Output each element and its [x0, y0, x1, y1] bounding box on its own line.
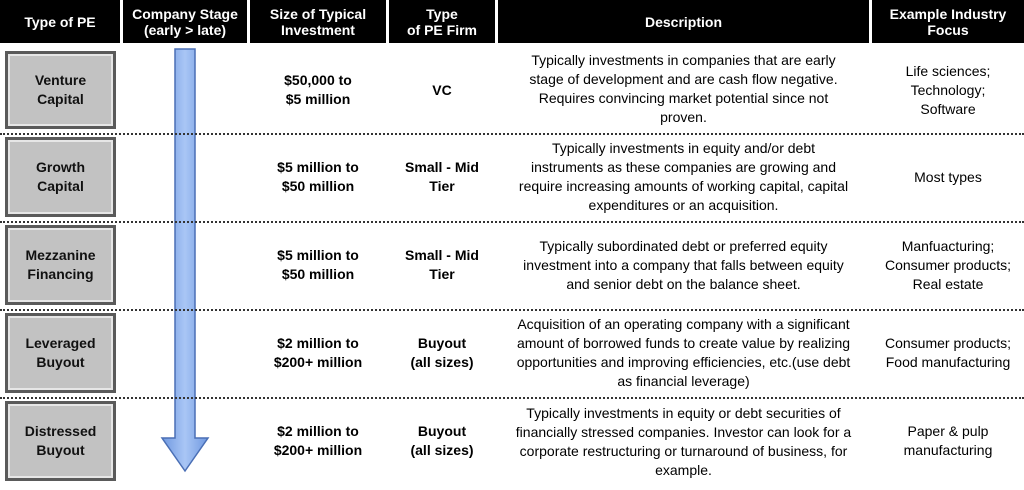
- investment-size: $50,000 to $5 million: [284, 72, 352, 107]
- description-text: Typically subordinated debt or preferred equity investment into a company that falls between equity and senior debt on the balance sheet.: [523, 237, 844, 292]
- firm-type: Small - Mid Tier: [405, 159, 479, 194]
- description-text: Acquisition of an operating company with a significant amount of borrowed funds to create value by realizing opportunities and improving efficiencies, etc.(use debt as financial leverage): [516, 316, 851, 389]
- firm-type: Buyout (all sizes): [410, 423, 474, 458]
- header-company-stage: Company Stage (early > late): [123, 0, 247, 43]
- down-arrow-icon: [160, 48, 210, 473]
- investment-size: $2 million to $200+ million: [273, 335, 363, 370]
- industry-focus: Life sciences; Technology; Software: [905, 62, 991, 117]
- investment-size: $5 million to $50 million: [277, 159, 359, 194]
- header-industry: Example Industry Focus: [872, 0, 1024, 43]
- pe-type-growth-capital: Growth Capital: [5, 137, 116, 217]
- industry-focus: Consumer products; Food manufacturing: [884, 335, 1012, 370]
- pe-type-venture-capital: Venture Capital: [5, 51, 116, 129]
- description-text: Typically investments in equity or debt securities of financially stressed companies. Investor can look for a corporate restructuring or turnaround of business, for example.: [515, 405, 852, 478]
- header-description: Description: [498, 0, 869, 43]
- pe-type-distressed-buyout: Distressed Buyout: [5, 401, 116, 481]
- header-firm-type: Type of PE Firm: [389, 0, 495, 43]
- pe-type-mezzanine-financing: Mezzanine Financing: [5, 225, 116, 305]
- description-text: Typically investments in companies that are early stage of development and are cash flow negative. Requires convincing market potential since not proven.: [529, 52, 838, 125]
- investment-size: $5 million to $50 million: [277, 247, 359, 282]
- table-header: [0, 0, 1024, 43]
- pe-type-leveraged-buyout: Leveraged Buyout: [5, 313, 116, 393]
- header-size: Size of Typical Investment: [250, 0, 386, 43]
- investment-size: $2 million to $200+ million: [273, 423, 363, 458]
- description-text: Typically investments in equity and/or debt instruments as these companies are growing and require increasing amounts of working capital, capital expenditures or an acquisition.: [518, 140, 849, 213]
- industry-focus: Most types: [914, 168, 982, 185]
- header-type-of-pe: Type of PE: [0, 0, 120, 43]
- firm-type: Buyout (all sizes): [410, 335, 474, 370]
- industry-focus: Manfuacturing; Consumer products; Real estate: [884, 237, 1012, 292]
- firm-type: VC: [432, 81, 452, 98]
- firm-type: Small - Mid Tier: [405, 247, 479, 282]
- industry-focus: Paper & pulp manufacturing: [903, 423, 993, 458]
